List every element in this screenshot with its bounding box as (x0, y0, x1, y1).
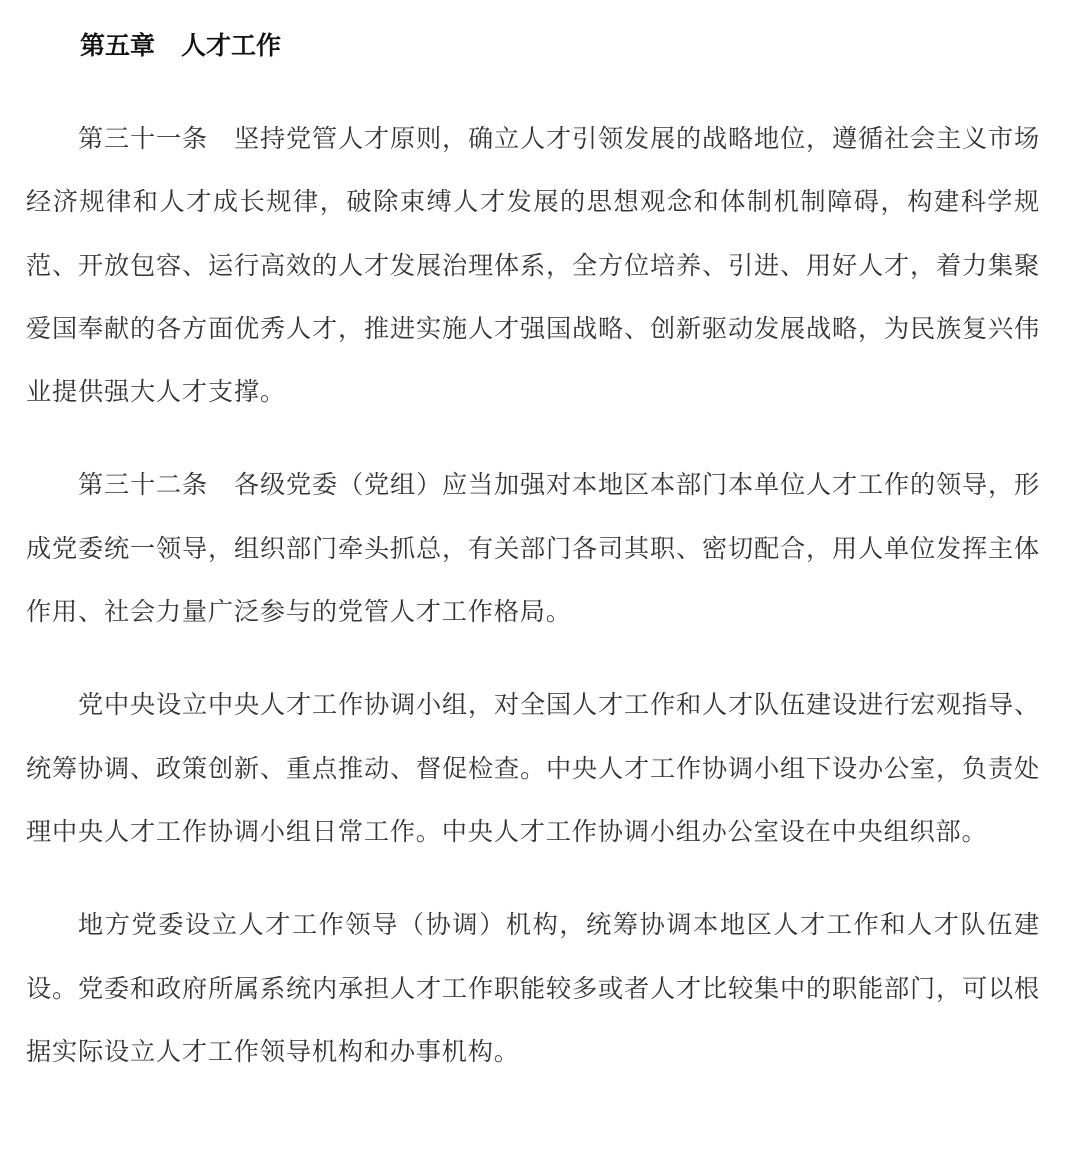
paragraph-text: 各级党委（党组）应当加强对本地区本部门本单位人才工作的领导，形成党委统一领导，组织部门牵头抓总，有关部门各司其职、密切配合，用人单位发挥主体作用、社会力量广泛参与的党管人才工作格局。 (26, 470, 1040, 627)
article-label: 第三十一条 (78, 124, 208, 153)
chapter-number: 第五章 (80, 31, 156, 60)
article-label: 第三十二条 (78, 470, 208, 500)
article-31-paragraph (26, 107, 1040, 423)
chapter-title: 人才工作 (181, 31, 282, 60)
paragraph-text: 党中央设立中央人才工作协调小组，对全国人才工作和人才队伍建设进行宏观指导、统筹协调、政策创新、重点推动、督促检查。中央人才工作协调小组下设办公室，负责处理中央人才工作协调小组日常工作。中央人才工作协调小组办公室设在中央组织部。 (26, 690, 1040, 846)
paragraph-text: 坚持党管人才原则，确立人才引领发展的战略地位，遵循社会主义市场经济规律和人才成长规律，破除束缚人才发展的思想观念和体制机制障碍，构建科学规范、开放包容、运行高效的人才发展治理体系，全方位培养、引进、用好人才，着力集聚爱国奉献的各方面优秀人才，推进实施人才强国战略、创新驱动发展战略，为民族复兴伟业提供强大人才支撑。 (26, 124, 1040, 407)
central-coordination-paragraph (26, 673, 1040, 863)
article-32-paragraph (26, 453, 1040, 643)
paragraph-text: 地方党委设立人才工作领导（协调）机构，统筹协调本地区人才工作和人才队伍建设。党委和政府所属系统内承担人才工作职能较多或者人才比较集中的职能部门，可以根据实际设立人才工作领导机构和办事机构。 (26, 910, 1040, 1066)
chapter-heading (26, 0, 1040, 64)
local-leadership-paragraph (26, 893, 1040, 1083)
